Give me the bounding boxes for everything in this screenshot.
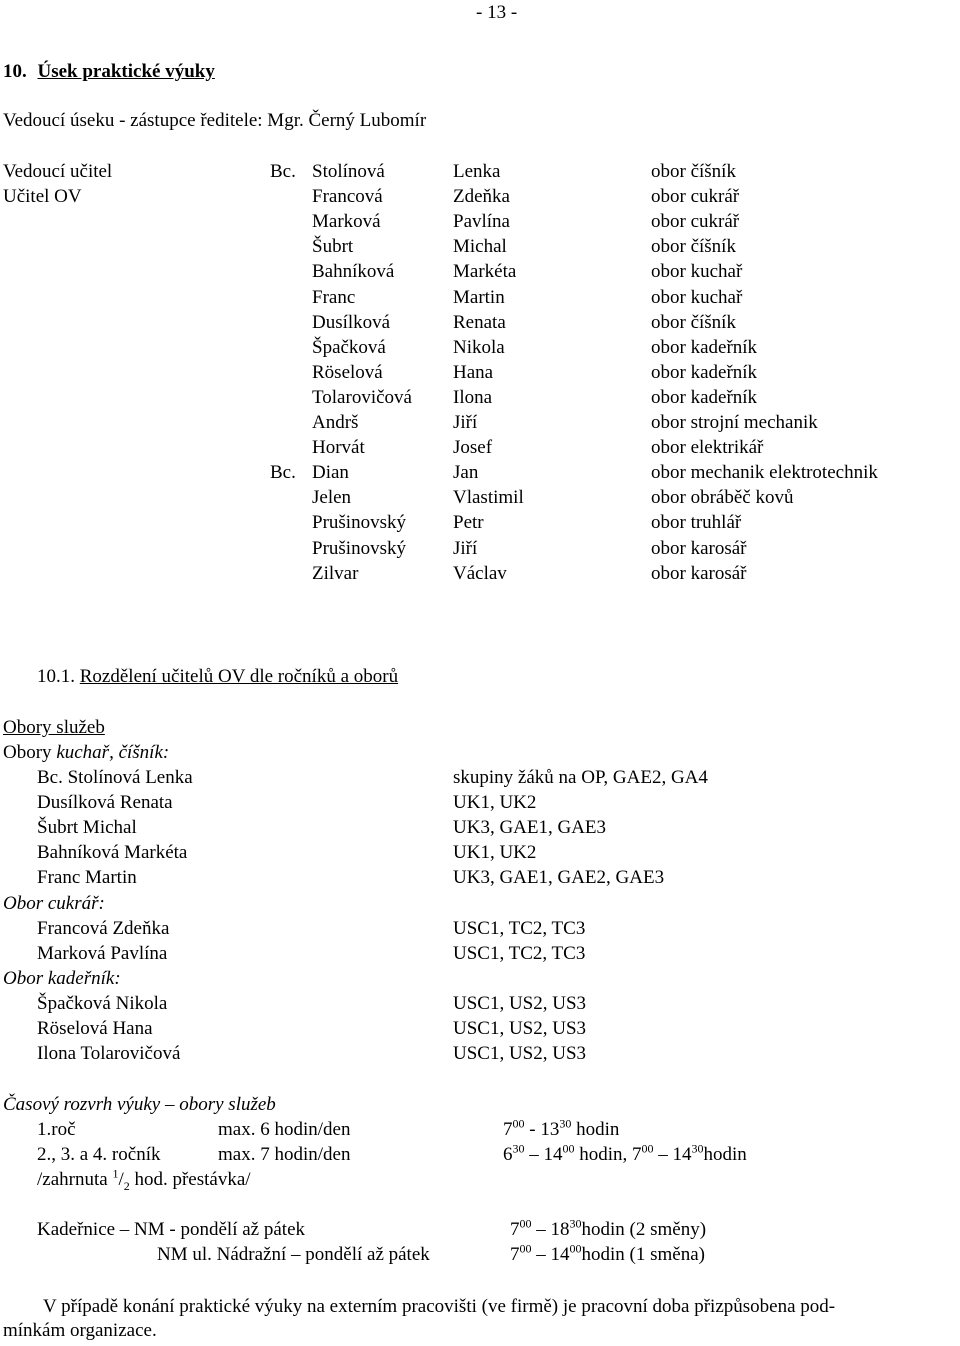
schedule-hairdresser-nadrazni-time: $7^{00}$ – $14^{00}hodin$ (1 směna)	[510, 1241, 705, 1265]
teacher-groups: USC1, US2, US3	[453, 993, 587, 1014]
staff-first-name: Václav	[453, 562, 507, 584]
teacher-name: Bahníková Markéta	[37, 842, 188, 864]
teacher-name: Francová Zdeňka	[37, 918, 170, 939]
staff-row	[0, 312, 960, 337]
staff-surname: Andrš	[312, 412, 359, 433]
staff-row	[0, 362, 960, 387]
schedule-hairdresser-nm-time: $7^{00}$ – $18^{30}hodin$ (2 směny)	[510, 1216, 707, 1240]
staff-first-name: Vlastimil	[453, 487, 524, 509]
staff-surname: Špačková	[312, 336, 386, 358]
teacher-name: Dusílková Renata	[37, 792, 173, 814]
subsection-number: 10.1.	[37, 666, 75, 687]
staff-surname: Prušinovský	[312, 512, 406, 534]
staff-field: obor obráběč kovů	[651, 487, 794, 509]
staff-row	[0, 487, 960, 512]
staff-first-name: Hana	[453, 361, 494, 383]
staff-field: obor karosář	[651, 537, 747, 559]
staff-first-name: Josef	[453, 437, 493, 459]
staff-title: Bc.	[270, 161, 296, 182]
staff-first-name: Petr	[453, 512, 484, 534]
staff-field: obor truhlář	[651, 512, 742, 534]
schedule-hairdresser-nm: Kadeřnice – NM - pondělí až pátek	[37, 1219, 306, 1240]
teacher-row	[0, 767, 960, 792]
staff-surname: Jelen	[312, 487, 352, 509]
staff-surname: Stolínová	[312, 161, 385, 182]
staff-surname: Horvát	[312, 437, 365, 459]
teacher-name: Marková Pavlína	[37, 943, 168, 965]
staff-row	[0, 387, 960, 412]
teacher-row	[0, 1018, 960, 1043]
staff-role: Vedoucí učitel	[3, 161, 113, 182]
teacher-groups: USC1, TC2, TC3	[453, 943, 586, 965]
group-label-fields: kuchař, číšník:	[56, 742, 170, 763]
staff-first-name: Lenka	[453, 161, 501, 182]
staff-first-name: Nikola	[453, 336, 505, 358]
staff-row	[0, 261, 960, 286]
staff-first-name: Zdeňka	[453, 186, 510, 208]
staff-first-name: Jiří	[453, 537, 478, 559]
teacher-row	[0, 817, 960, 842]
group-cook-waiter-label	[3, 742, 169, 764]
teacher-name: Röselová Hana	[37, 1018, 153, 1040]
staff-row	[0, 538, 960, 563]
staff-field: obor kuchař	[651, 261, 743, 283]
teacher-groups: USC1, US2, US3	[453, 1018, 587, 1040]
staff-first-name: Jan	[453, 462, 479, 484]
schedule-grade-2: 2., 3. a 4. ročník	[37, 1144, 161, 1165]
staff-first-name: Ilona	[453, 386, 493, 408]
staff-first-name: Pavlína	[453, 211, 510, 233]
staff-surname: Zilvar	[312, 562, 359, 584]
teacher-name: Franc Martin	[37, 867, 137, 889]
schedule-time-1: $7^{00} - 13^{30}$ hodin	[503, 1116, 620, 1140]
teacher-row	[0, 993, 960, 1018]
subsection-title: Rozdělení učitelů OV dle ročníků a oborů	[79, 666, 399, 687]
teacher-groups: USC1, TC2, TC3	[453, 918, 586, 939]
footnote-line-1: V případě konání praktické výuky na externím pracovišti (ve firmě) je pracovní doba přizpůsobena pod-	[43, 1296, 836, 1317]
page-number: - 13 -	[476, 2, 518, 23]
section-heading	[3, 61, 215, 83]
staff-surname: Tolarovičová	[312, 386, 412, 408]
staff-row	[0, 563, 960, 588]
teacher-groups: UK1, UK2	[453, 792, 537, 814]
teacher-groups: UK3, GAE1, GAE2, GAE3	[453, 867, 665, 889]
footnote-line-2: mínkám organizace.	[3, 1320, 157, 1341]
department-head: Vedoucí úseku - zástupce ředitele: Mgr. Černý Lubomír	[3, 110, 427, 131]
staff-field: obor kadeřník	[651, 361, 758, 383]
teacher-row	[0, 918, 960, 943]
teacher-name: Bc. Stolínová Lenka	[37, 767, 193, 788]
staff-surname: Marková	[312, 211, 381, 233]
section-title: Úsek praktické výuky	[37, 61, 215, 82]
schedule-max-1: max. 6 hodin/den	[218, 1119, 351, 1140]
teacher-row	[0, 867, 960, 892]
group-hairdresser-label: Obor kadeřník:	[3, 968, 121, 989]
staff-row	[0, 437, 960, 462]
staff-surname: Dusílková	[312, 311, 391, 333]
services-heading: Obory služeb	[3, 717, 105, 738]
staff-row	[0, 161, 960, 186]
teacher-row	[0, 943, 960, 968]
staff-row	[0, 512, 960, 537]
staff-surname: Francová	[312, 186, 383, 208]
staff-surname: Franc	[312, 286, 356, 308]
teacher-row	[0, 792, 960, 817]
staff-field: obor cukrář	[651, 211, 740, 233]
group-label-prefix: Obory	[3, 742, 57, 763]
teacher-groups: skupiny žáků na OP, GAE2, GA4	[453, 767, 708, 788]
teacher-name: Ilona Tolarovičová	[37, 1043, 181, 1065]
staff-field: obor kuchař	[651, 286, 743, 308]
schedule-heading: Časový rozvrh výuky – obory služeb	[3, 1094, 276, 1115]
staff-surname: Dian	[312, 462, 349, 484]
staff-field: obor mechanik elektrotechnik	[651, 462, 878, 484]
staff-field: obor karosář	[651, 562, 747, 584]
teacher-groups: UK1, UK2	[453, 842, 537, 864]
schedule-grade-1: 1.roč	[37, 1119, 76, 1140]
staff-row	[0, 287, 960, 312]
schedule-time-2: $6^{30} - 14^{00}$ hodin, $7^{00}$ – $14^{30}hodin$	[503, 1141, 747, 1165]
staff-surname: Šubrt	[312, 236, 354, 258]
staff-first-name: Michal	[453, 236, 507, 258]
staff-row	[0, 186, 960, 211]
staff-field: obor kadeřník	[651, 336, 758, 358]
staff-role: Učitel OV	[3, 186, 82, 208]
schedule-break-note: /zahrnuta $^1/_2$ hod. přestávka/	[37, 1166, 251, 1193]
staff-first-name: Martin	[453, 286, 505, 308]
teacher-row	[0, 1043, 960, 1068]
staff-first-name: Renata	[453, 311, 506, 333]
staff-surname: Prušinovský	[312, 537, 406, 559]
section-number: 10.	[3, 61, 27, 82]
subsection-heading	[37, 666, 398, 688]
staff-row	[0, 211, 960, 236]
staff-field: obor strojní mechanik	[651, 412, 818, 433]
staff-field: obor číšník	[651, 161, 736, 182]
staff-surname: Bahníková	[312, 261, 395, 283]
schedule-max-2: max. 7 hodin/den	[218, 1144, 351, 1165]
staff-field: obor cukrář	[651, 186, 740, 208]
staff-field: obor číšník	[651, 236, 736, 258]
staff-row	[0, 236, 960, 261]
staff-row	[0, 337, 960, 362]
teacher-groups: USC1, US2, US3	[453, 1043, 587, 1065]
group-confectioner-label: Obor cukrář:	[3, 893, 105, 914]
teacher-name: Špačková Nikola	[37, 993, 168, 1014]
staff-field: obor kadeřník	[651, 386, 758, 408]
teacher-name: Šubrt Michal	[37, 817, 137, 839]
staff-row	[0, 462, 960, 487]
staff-row	[0, 412, 960, 437]
staff-field: obor číšník	[651, 311, 736, 333]
staff-title: Bc.	[270, 462, 296, 484]
staff-surname: Röselová	[312, 361, 383, 383]
staff-first-name: Markéta	[453, 261, 517, 283]
teacher-row	[0, 842, 960, 867]
footnote	[3, 1295, 958, 1343]
schedule-hairdresser-nadrazni: NM ul. Nádražní – pondělí až pátek	[157, 1244, 430, 1265]
staff-first-name: Jiří	[453, 412, 478, 433]
teacher-groups: UK3, GAE1, GAE3	[453, 817, 607, 839]
staff-field: obor elektrikář	[651, 437, 764, 459]
